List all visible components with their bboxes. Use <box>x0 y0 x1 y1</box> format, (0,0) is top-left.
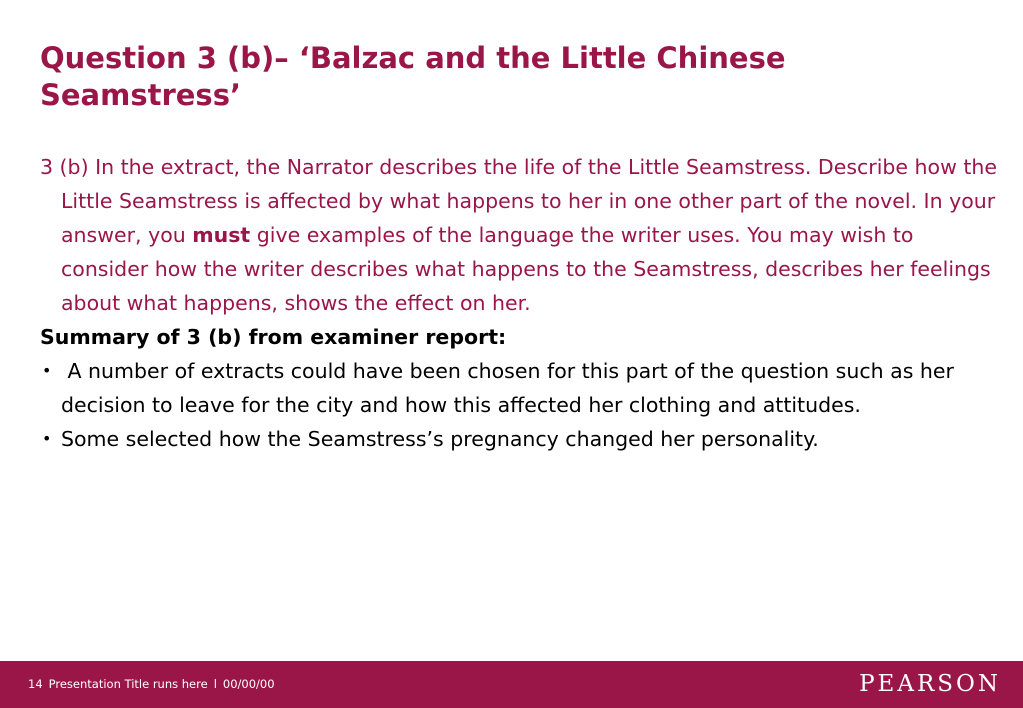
question-emphasis: must <box>192 223 251 247</box>
question-text-part2: give examples of the language the writer uses. You may wish to consider how the writer describes what happens to the Seamstress, describes her feelings about what happens, shows the effect on her. <box>61 223 991 315</box>
summary-bullet <box>40 422 1000 456</box>
bullet-icon: • <box>42 429 52 448</box>
summary-bullet-text: A number of extracts could have been chosen for this part of the question such as her decision to leave for the city and how this affected her clothing and attitudes. <box>61 359 954 417</box>
footer-text <box>28 677 281 691</box>
bullet-icon: • <box>42 361 52 380</box>
slide-body <box>40 150 1000 456</box>
presentation-title: Presentation Title runs here <box>48 677 208 691</box>
pearson-logo: PEARSON <box>859 671 1001 697</box>
footer-date: 00/00/00 <box>222 677 275 691</box>
summary-heading: Summary of 3 (b) from examiner report: <box>40 325 507 349</box>
footer-bar <box>0 661 1023 708</box>
summary-bullet-text: Some selected how the Seamstress’s pregnancy changed her personality. <box>61 427 819 451</box>
question-text <box>40 150 1000 320</box>
question-text-part1: 3 (b) In the extract, the Narrator describes the life of the Little Seamstress. Describe how the Little Seamstress is affected by what happens to her in one other part of the novel. In your answer, you <box>40 155 997 247</box>
footer-separator: l <box>213 677 217 691</box>
slide-title: Question 3 (b)– ‘Balzac and the Little Chinese Seamstress’ <box>40 41 786 112</box>
page-number: 14 <box>28 677 43 691</box>
summary-bullet <box>40 354 1000 422</box>
summary-bullet-list <box>40 354 1000 456</box>
